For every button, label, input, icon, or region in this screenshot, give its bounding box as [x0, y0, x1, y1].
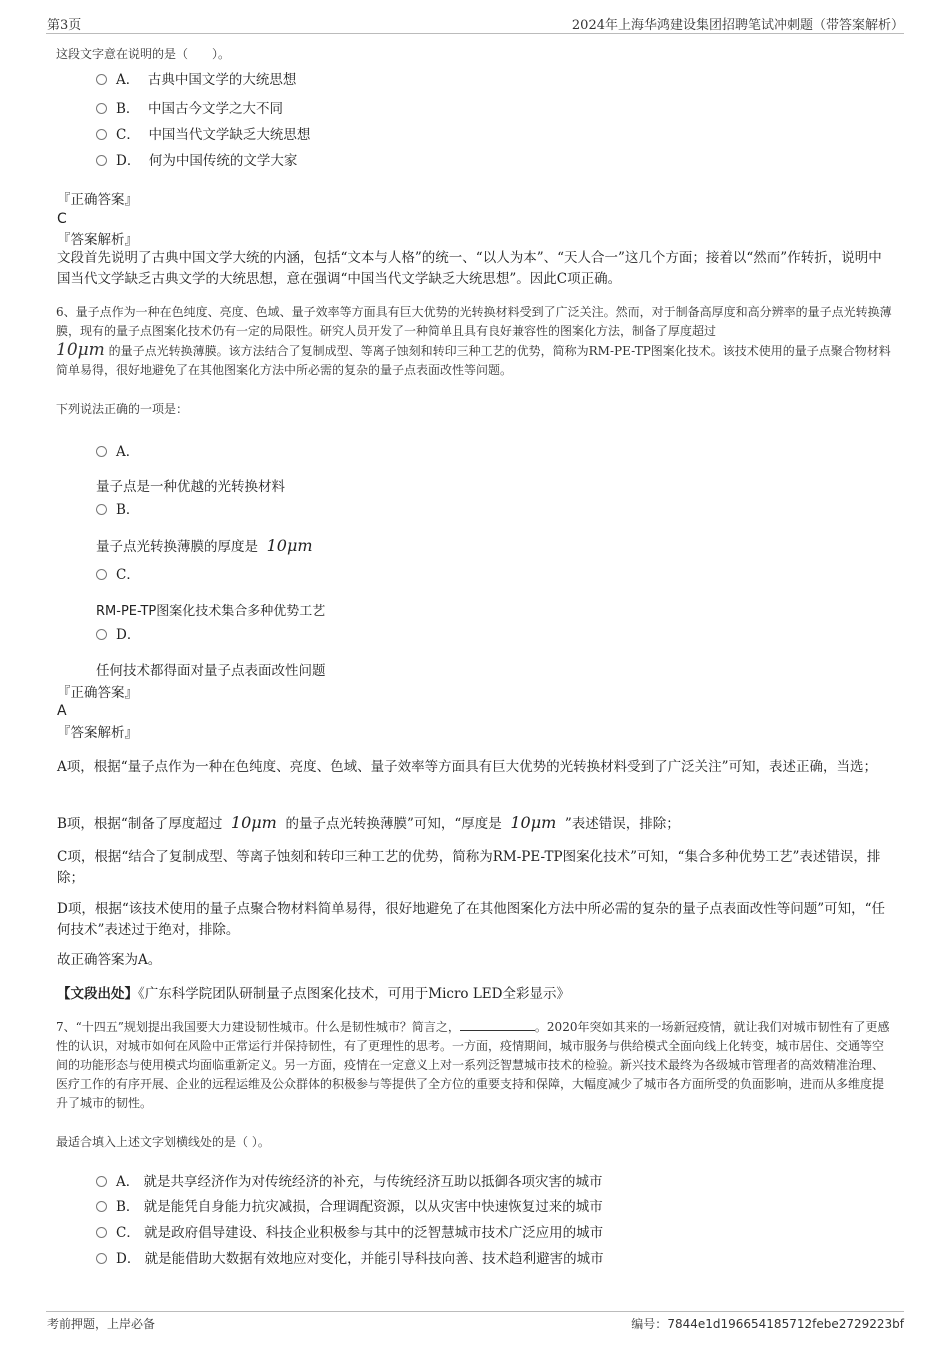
q5-option-b[interactable]: B． 中国古今文学之大不同 — [96, 97, 283, 117]
q5-option-c[interactable]: C． 中国当代文学缺乏大统思想 — [96, 123, 310, 143]
q6-option-b[interactable]: B． — [96, 498, 139, 518]
math-10um: 10μm — [56, 340, 105, 360]
radio-icon[interactable] — [96, 74, 107, 85]
radio-icon[interactable] — [96, 446, 107, 457]
q6-analysis-label: 『答案解析』 — [57, 725, 138, 741]
q6-option-c[interactable]: C． — [96, 563, 140, 583]
q6-source: 【文段出处】《广东科学院团队研制量子点图案化技术，可用于Micro LED全彩显示》 — [57, 986, 570, 1002]
q5-option-a[interactable]: A． 古典中国文学的大统思想 — [96, 68, 296, 88]
q6-analysis-b: B项，根据“制备了厚度超过 10μm 的量子点光转换薄膜”可知，“厚度是 10μm ”表述错误，排除； — [57, 813, 680, 832]
q6-conclusion: 故正确答案为A。 — [57, 952, 162, 968]
math-10um: 10μm — [266, 536, 313, 555]
radio-icon[interactable] — [96, 1176, 107, 1187]
math-10um: 10μm — [510, 813, 557, 832]
q5-option-d[interactable]: D． 何为中国传统的文学大家 — [96, 149, 297, 169]
q6-option-c-text: RM-PE-TP图案化技术集合多种优势工艺 — [96, 604, 326, 619]
page-number: 第3页 — [47, 18, 82, 33]
q5-question: 这段文字意在说明的是（ ）。 — [56, 47, 231, 61]
radio-icon[interactable] — [96, 629, 107, 640]
q7-prompt: 最适合填入上述文字划横线处的是（ ）。 — [56, 1135, 270, 1149]
q5-analysis: 文段首先说明了古典中国文学大统的内涵，包括“文本与人格”的统一、“以人为本”、“天人合一”这几个方面；接着以“然而”作转折，说明中国当代文学缺乏古典文学的大统思想，意在强调“中国当代文学缺乏大统思想”。因此C项正确。 — [57, 250, 882, 287]
q6-answer-label: 『正确答案』 — [57, 685, 138, 701]
q6-stem: 6、量子点作为一种在色纯度、亮度、色域、量子效率等方面具有巨大优势的光转换材料受到了广泛关注。然而，对于制备高厚度和高分辨率的量子点光转换薄膜，现有的量子点图案化技术仍有一定的局限性。研究人员开发了一种简单且具有良好兼容性的图案化方法，制备了厚度超过 10μm 的量子点光转换薄膜。该方法结合了复制成型、等离子蚀刻和转印三种工艺的优势，简称为RM-PE-TP图案化技术。该技术使用的量子点聚合物材料简单易得，很好地避免了在其他图案化方法中所必需的复杂的量子点表面改性等问题。 — [56, 305, 892, 377]
q6-option-a-text: 量子点是一种优越的光转换材料 — [96, 479, 285, 495]
radio-icon[interactable] — [96, 155, 107, 166]
radio-icon[interactable] — [96, 1227, 107, 1238]
radio-icon[interactable] — [96, 129, 107, 140]
q6-analysis-d: D项，根据“该技术使用的量子点聚合物材料简单易得，很好地避免了在其他图案化方法中所必需的复杂的量子点表面改性等问题”可知，“任何技术”表述过于绝对，排除。 — [57, 901, 886, 938]
q5-answer-label: 『正确答案』 — [57, 192, 138, 208]
q5-answer: C — [57, 211, 67, 227]
footer-code: 编号：7844e1d196654185712febe2729223bf — [631, 1317, 904, 1331]
q6-analysis-c: C项，根据“结合了复制成型、等离子蚀刻和转印三种工艺的优势，简称为RM-PE-TP图案化技术”可知，“集合多种优势工艺”表述错误，排除； — [57, 849, 881, 886]
radio-icon[interactable] — [96, 103, 107, 114]
q7-option-b[interactable]: B． 就是能凭自身能力抗灾减损，合理调配资源，以从灾害中快速恢复过来的城市 — [96, 1195, 603, 1215]
radio-icon[interactable] — [96, 569, 107, 580]
footer-slogan: 考前押题，上岸必备 — [47, 1317, 156, 1331]
q7-option-d[interactable]: D． 就是能借助大数据有效地应对变化，并能引导科技向善、技术趋利避害的城市 — [96, 1247, 604, 1267]
q6-prompt: 下列说法正确的一项是： — [56, 402, 189, 416]
q6-option-a[interactable]: A． — [96, 440, 139, 460]
q6-option-d[interactable]: D． — [96, 623, 140, 643]
q6-option-b-text: 量子点光转换薄膜的厚度是 10μm — [96, 536, 313, 555]
radio-icon[interactable] — [96, 1253, 107, 1264]
fill-in-blank[interactable] — [460, 1018, 535, 1031]
q7-stem: 7、“十四五”规划提出我国要大力建设韧性城市。什么是韧性城市？简言之， 。2020年突如其来的一场新冠疫情，就让我们对城市韧性有了更感性的认识，对城市如何在风险中正常运行并保持韧性，有了更理性的思考。一方面，疫情期间，城市服务与供给模式全面向线上化转变，城市居住、交通等空间的功能形态与使用模式均面临重新定义。另一方面，疫情在一定意义上对一系列泛智慧城市技术的检验。新兴技术最终为各级城市管理者的高效精准治理、医疗工作的有序开展、企业的远程运维及公众群体的积极参与等提供了全方位的重要支持和保障，大幅度减少了城市各方面所受的负面影响，进而从多维度提升了城市的韧性。 — [56, 1020, 890, 1110]
radio-icon[interactable] — [96, 504, 107, 515]
q7-option-c[interactable]: C． 就是政府倡导建设、科技企业积极参与其中的泛智慧城市技术广泛应用的城市 — [96, 1221, 603, 1241]
document-title: 2024年上海华鸿建设集团招聘笔试冲刺题（带答案解析） — [571, 18, 904, 33]
q6-option-d-text: 任何技术都得面对量子点表面改性问题 — [96, 663, 326, 679]
q6-analysis-a: A项，根据“量子点作为一种在色纯度、亮度、色域、量子效率等方面具有巨大优势的光转换材料受到了广泛关注”可知，表述正确，当选； — [57, 759, 878, 775]
footer-divider — [46, 1311, 904, 1312]
q5-analysis-label: 『答案解析』 — [57, 232, 138, 248]
radio-icon[interactable] — [96, 1201, 107, 1212]
header-divider — [46, 33, 904, 34]
q7-option-a[interactable]: A． 就是共享经济作为对传统经济的补充，与传统经济互助以抵御各项灾害的城市 — [96, 1170, 603, 1190]
q6-answer: A — [57, 703, 67, 719]
math-10um: 10μm — [230, 813, 277, 832]
